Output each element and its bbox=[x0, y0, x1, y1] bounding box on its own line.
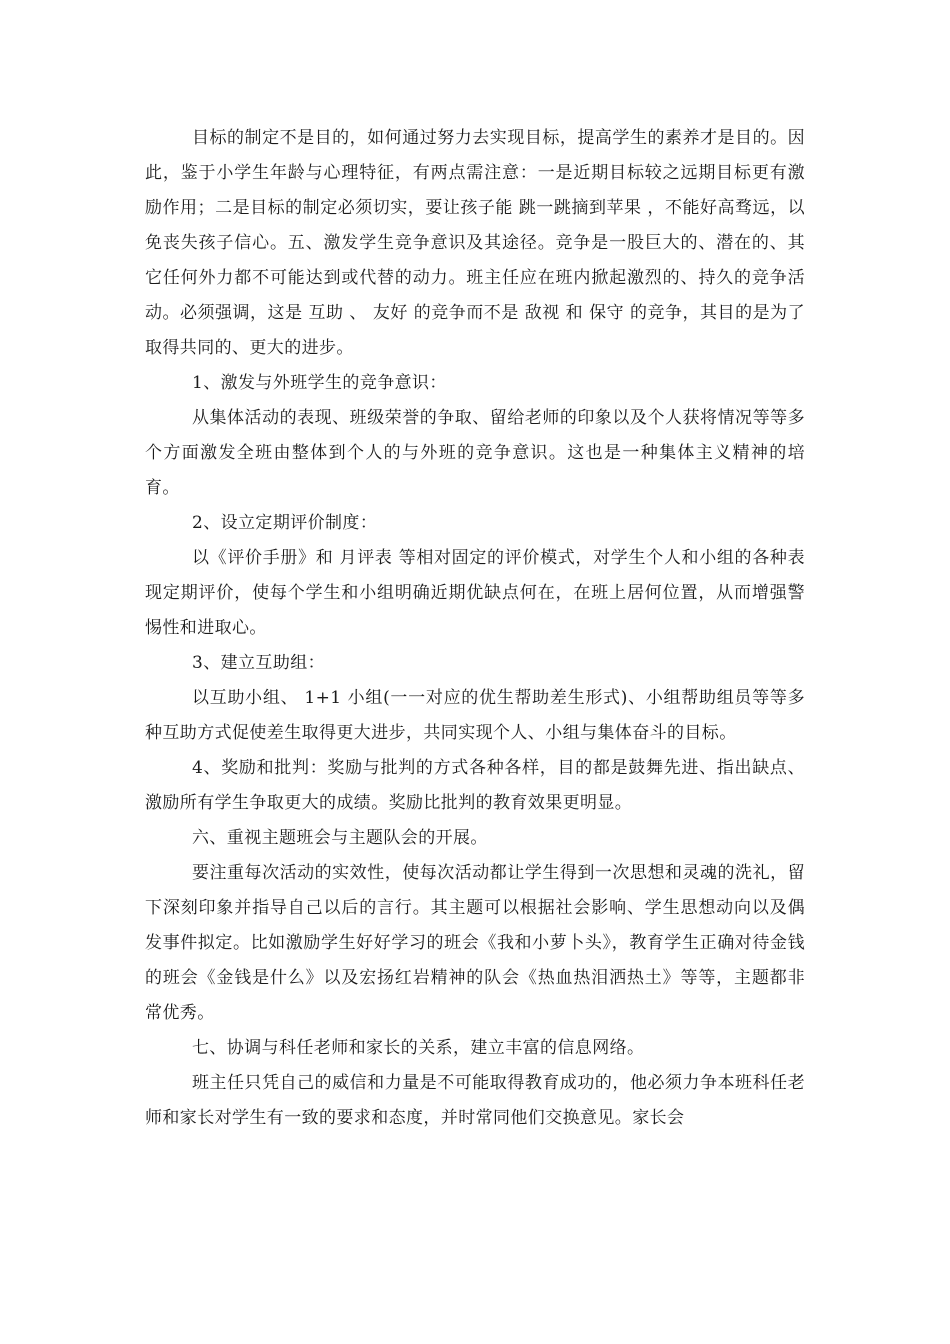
paragraph-theme-meetings: 要注重每次活动的实效性，使每次活动都让学生得到一次思想和灵魂的洗礼，留下深刻印象并指导自己以后的言行。其主题可以根据社会影响、学生思想动向以及偶发事件拟定。比如激励学生好好学习的班会《我和小萝卜头》，教育学生正确对待金钱的班会《金钱是什么》以及宏扬红岩精神的队会《热血热泪洒热土》等等，主题都非常优秀。 bbox=[145, 863, 805, 1023]
paragraph-external-competition: 从集体活动的表现、班级荣誉的争取、留给老师的印象以及个人获将情况等等多个方面激发全班由整体到个人的与外班的竞争意识。这也是一种集体主义精神的培育。 bbox=[145, 408, 805, 498]
paragraph-coordination: 班主任只凭自己的威信和力量是不可能取得教育成功的，他必须力争本班科任老师和家长对学生有一致的要求和态度，并时常同他们交换意见。家长会 bbox=[145, 1073, 805, 1128]
document-body bbox=[145, 121, 805, 1136]
heading-external-competition: 1、激发与外班学生的竞争意识： bbox=[192, 373, 447, 393]
heading-coordination: 七、协调与科任老师和家长的关系，建立丰富的信息网络。 bbox=[192, 1038, 645, 1058]
paragraph-goal-setting: 目标的制定不是目的，如何通过努力去实现目标，提高学生的素养才是目的。因此，鉴于小学生年龄与心理特征，有两点需注意：一是近期目标较之远期目标更有激励作用；二是目标的制定必须切实，要让孩子能 跳一跳摘到苹果 ，不能好高骛远，以免丧失孩子信心。五、激发学生竞争意识及其途径。竞争是一股巨大的、潜在的、其它任何外力都不可能达到或代替的动力。班主任应在班内掀起激烈的、持久的竞争活动。必须强调，这是 互助 、 友好 的竞争而不是 敌视 和 保守 的竞争，其目的是为了取得共同的、更大的进步。 bbox=[145, 128, 805, 358]
paragraph-mutual-aid-groups: 以互助小组、 1+1 小组(一一对应的优生帮助差生形式)、小组帮助组员等等多种互助方式促使差生取得更大进步，共同实现个人、小组与集体奋斗的目标。 bbox=[145, 688, 805, 743]
heading-mutual-aid-groups: 3、建立互助组： bbox=[192, 653, 326, 673]
paragraph-reward-criticism: 4、奖励和批判：奖励与批判的方式各种各样，目的都是鼓舞先进、指出缺点、激励所有学生争取更大的成绩。奖励比批判的教育效果更明显。 bbox=[145, 758, 805, 813]
heading-evaluation-system: 2、设立定期评价制度： bbox=[192, 513, 378, 533]
heading-theme-meetings: 六、重视主题班会与主题队会的开展。 bbox=[192, 828, 488, 848]
paragraph-evaluation-system: 以《评价手册》和 月评表 等相对固定的评价模式，对学生个人和小组的各种表现定期评价，使每个学生和小组明确近期优缺点何在，在班上居何位置，从而增强警惕性和进取心。 bbox=[145, 548, 805, 638]
